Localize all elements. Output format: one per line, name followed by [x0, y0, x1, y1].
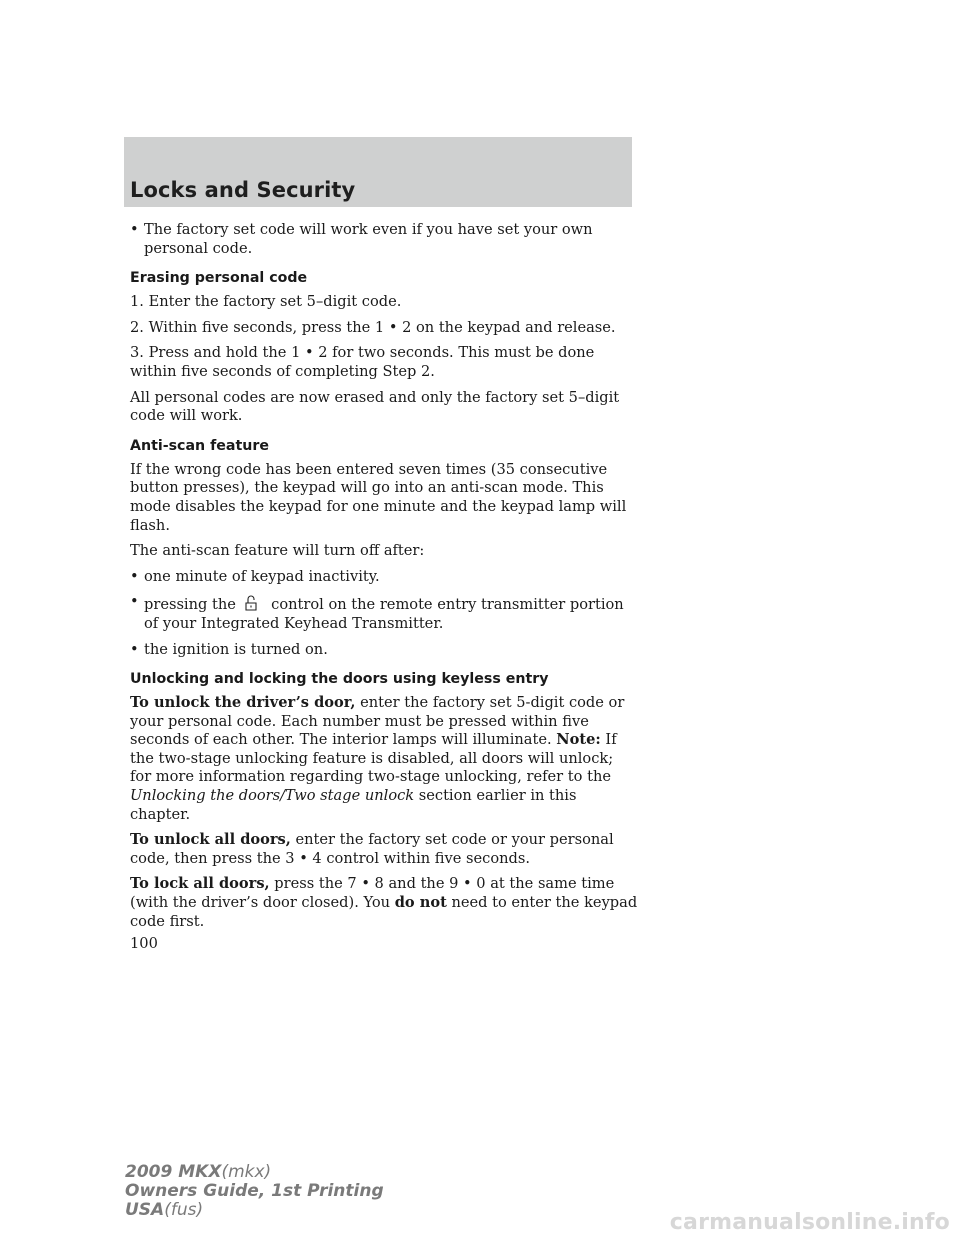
page-content	[130, 221, 638, 938]
watermark: carmanualsonline.info	[669, 1210, 950, 1235]
heading-anti-scan: Anti-scan feature	[130, 437, 269, 454]
unlock-all-doors-text: enter the factory set code or your personal code, then press the 3 • 4 control within five seconds.	[130, 831, 614, 867]
erasing-result: All personal codes are now erased and only the factory set 5–digit code will work.	[130, 388, 620, 425]
bullet-text: The factory set code will work even if you have set your own personal code.	[144, 221, 593, 257]
footer-line-3	[125, 1201, 384, 1220]
erasing-step-1: 1. Enter the factory set 5–digit code.	[130, 293, 402, 311]
lock-all-doors-tail: need to enter the keypad code first.	[130, 894, 638, 930]
bullet-text-post: control on the remote entry transmitter portion of your Integrated Keyhead Transmitter.	[144, 596, 624, 632]
bullet-item	[130, 568, 638, 587]
antiscan-paragraph-2: The anti-scan feature will turn off after:	[130, 542, 425, 560]
bullet-item	[130, 641, 638, 660]
unlock-driver-door-text: enter the factory set 5-digit code or your personal code. Each number must be pressed within five seconds of each other. The interior lamps will illuminate.	[130, 694, 625, 749]
lock-all-doors-lead: To lock all doors,	[130, 875, 270, 893]
bullet-text: one minute of keypad inactivity.	[144, 567, 380, 585]
note-reference: Unlocking the doors/Two stage unlock	[130, 787, 415, 805]
footer-model: 2009 MKX	[125, 1162, 222, 1182]
note-tail: section earlier in this chapter.	[130, 787, 577, 823]
note-lead: Note:	[556, 731, 601, 749]
heading-erasing-personal-code: Erasing personal code	[130, 270, 308, 287]
unlock-driver-door-lead: To unlock the driver’s door,	[130, 694, 356, 712]
note-text: If the two-stage unlocking feature is disabled, all doors will unlock; for more information regarding two-stage unlocking, refer to the	[130, 731, 617, 786]
unlock-icon	[241, 593, 261, 613]
lock-all-doors-emphasis: do not	[394, 894, 447, 912]
bullet-item	[130, 593, 638, 633]
erasing-step-2: 2. Within five seconds, press the 1 • 2 on the keypad and release.	[130, 318, 616, 336]
bullet-glyph: •	[130, 567, 139, 585]
erasing-step-3: 3. Press and hold the 1 • 2 for two seconds. This must be done within five seconds of completing Step 2.	[130, 344, 595, 380]
bullet-glyph: •	[130, 221, 139, 238]
print-footer	[125, 1163, 384, 1220]
footer-region: USA	[125, 1200, 165, 1220]
footer-line-1	[125, 1163, 384, 1182]
lock-all-doors-paragraph	[130, 875, 638, 931]
bullet-text-pre: pressing the	[144, 596, 236, 614]
bullet-glyph: •	[130, 640, 139, 658]
lock-all-doors-text: press the 7 • 8 and the 9 • 0 at the same time (with the driver’s door closed). You	[130, 875, 615, 912]
bullet-text: the ignition is turned on.	[144, 640, 328, 658]
antiscan-paragraph-1: If the wrong code has been entered seven times (35 consecutive button presses), the keypad will go into an anti-scan mode. This mode disables the keypad for one minute and the keypad lamp will flash.	[130, 460, 627, 534]
unlock-driver-door-paragraph	[130, 694, 638, 824]
footer-region-code: (fus)	[164, 1200, 204, 1220]
unlock-all-doors-paragraph	[130, 831, 638, 868]
section-header-band	[124, 137, 632, 207]
unlock-all-doors-lead: To unlock all doors,	[130, 831, 291, 849]
page-number: 100	[130, 935, 158, 952]
footer-model-code: (mkx)	[221, 1162, 272, 1182]
section-title: Locks and Security	[130, 178, 356, 202]
footer-line-2: Owners Guide, 1st Printing	[125, 1181, 384, 1201]
heading-keyless-entry: Unlocking and locking the doors using keyless entry	[130, 671, 549, 688]
bullet-glyph: •	[130, 593, 139, 611]
bullet-item	[130, 221, 638, 258]
bullet-text	[144, 593, 638, 633]
